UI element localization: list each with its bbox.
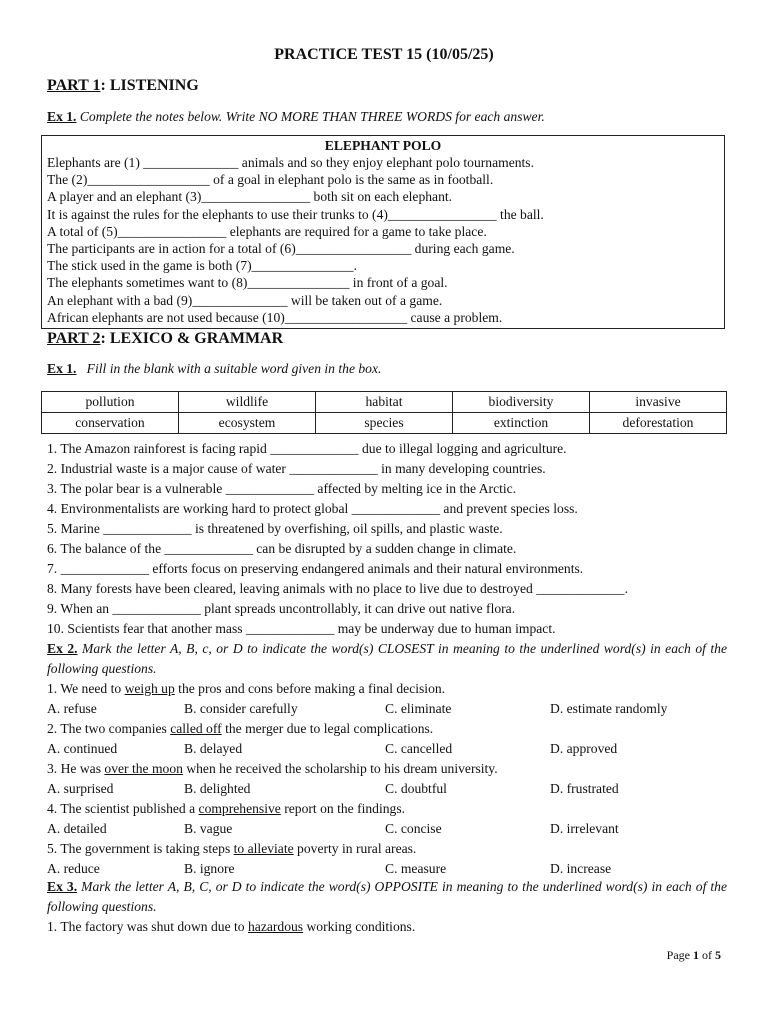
answer-option: B. vague: [184, 821, 233, 836]
question-item: 6. The balance of the _____________ can be disrupted by a sudden change in climate.: [47, 541, 517, 556]
word-cell: invasive: [590, 392, 727, 413]
question-item: 7. _____________ efforts focus on preserving endangered animals and their natural environments.: [47, 561, 584, 576]
question-list: [47, 439, 727, 639]
answer-option: D. estimate randomly: [550, 701, 668, 716]
ex-label: Ex 3.: [47, 879, 78, 894]
question-stem: [47, 917, 727, 937]
stem-text: 2. The two companies: [47, 721, 171, 736]
word-row: [42, 413, 727, 434]
of-label: of: [699, 948, 715, 962]
answer-option: A. surprised: [47, 781, 114, 796]
ex-label: Ex 2.: [47, 641, 78, 656]
note-line: An elephant with a bad (9)______________ will be taken out of a game.: [47, 292, 443, 308]
note-line: A total of (5)________________ elephants are required for a game to take place.: [47, 223, 487, 239]
part-title: : LISTENING: [100, 77, 199, 94]
question-item: 9. When an _____________ plant spreads uncontrollably, it can drive out native flora.: [47, 601, 516, 616]
word-cell: biodiversity: [453, 392, 590, 413]
word-cell: pollution: [42, 392, 179, 413]
test-title: PRACTICE TEST 15 (10/05/25): [274, 46, 494, 63]
note-line: The elephants sometimes want to (8)_______________ in front of a goal.: [47, 275, 448, 291]
part-label: PART 1: [47, 77, 101, 94]
question-stem: [47, 679, 727, 699]
stem-text: poverty in rural areas.: [293, 841, 417, 856]
question-item: 1. The Amazon rainforest is facing rapid _____________ due to illegal logging and agriculture.: [47, 441, 567, 456]
answer-option: B. delayed: [184, 741, 243, 756]
ex-label: Ex 1.: [47, 109, 77, 124]
notes-box: [41, 135, 725, 329]
note-line: Elephants are (1) ______________ animals and so they enjoy elephant polo tournaments.: [47, 155, 534, 170]
word-cell: habitat: [316, 392, 453, 413]
total-pages: 5: [715, 948, 721, 962]
underlined-word: called off: [170, 721, 222, 736]
stem-text: 1. We need to: [47, 681, 125, 696]
page-number: [667, 948, 721, 963]
part-title: : LEXICO & GRAMMAR: [100, 330, 284, 347]
answer-option: D. increase: [550, 861, 612, 876]
options-row: [47, 739, 727, 759]
options-row: [47, 779, 727, 799]
note-line: The (2)__________________ of a goal in elephant polo is the same as in football.: [47, 172, 494, 188]
question-item: 4. Environmentalists are working hard to protect global _____________ and prevent species loss.: [47, 501, 578, 516]
word-cell: conservation: [42, 413, 179, 434]
question-item: 3. The polar bear is a vulnerable _____________ affected by melting ice in the Arctic.: [47, 481, 517, 496]
stem-text: 5. The government is taking steps: [47, 841, 234, 856]
answer-option: A. continued: [47, 741, 118, 756]
answer-option: C. doubtful: [385, 781, 447, 796]
stem-text: 3. He was: [47, 761, 105, 776]
instruction-text: Mark the letter A, B, c, or D to indicate the word(s) CLOSEST in meaning to the underlined word(s) in each of the following questions.: [47, 641, 727, 676]
question-stem: [47, 839, 727, 859]
question-stem: [47, 719, 727, 739]
word-cell: extinction: [453, 413, 590, 434]
answer-option: D. irrelevant: [550, 821, 619, 836]
options-row: [47, 859, 727, 879]
question-item: 10. Scientists fear that another mass _____________ may be underway due to human impact.: [47, 621, 556, 636]
box-title: ELEPHANT POLO: [324, 138, 442, 153]
page-label: Page: [666, 948, 693, 962]
underlined-word: hazardous: [247, 919, 304, 934]
answer-option: A. refuse: [47, 701, 97, 716]
instruction-text: Complete the notes below. Write NO MORE THAN THREE WORDS for each answer.: [76, 109, 545, 124]
ex3-instruction: [47, 877, 727, 917]
question-stem: [47, 759, 727, 779]
ex3-section: [47, 877, 727, 937]
answer-option: C. cancelled: [385, 741, 453, 756]
underlined-word: to alleviate: [233, 841, 294, 856]
stem-text: 4. The scientist published a: [47, 801, 199, 816]
options-row: [47, 699, 727, 719]
note-line: The participants are in action for a total of (6)_________________ during each game.: [47, 241, 515, 257]
ex2-section: [47, 639, 727, 879]
ex-label: Ex 1.: [47, 361, 77, 376]
word-cell: deforestation: [590, 413, 727, 434]
stem-text: the pros and cons before making a final decision.: [174, 681, 446, 696]
ex2-instruction: [47, 639, 727, 679]
answer-option: D. approved: [550, 741, 618, 756]
underlined-word: comprehensive: [198, 801, 281, 816]
answer-option: A. detailed: [47, 821, 107, 836]
word-row: [42, 392, 727, 413]
answer-option: B. delighted: [184, 781, 251, 796]
current-page: 1: [693, 948, 699, 962]
question-item: 8. Many forests have been cleared, leaving animals with no place to live due to destroyed _____________.: [47, 581, 628, 596]
note-line: It is against the rules for the elephants to use their trunks to (4)________________ the ball.: [47, 206, 544, 222]
underlined-word: weigh up: [124, 681, 175, 696]
stem-text: when he received the scholarship to his dream university.: [182, 761, 498, 776]
word-cell: species: [316, 413, 453, 434]
question-stem: [47, 799, 727, 819]
answer-option: C. measure: [385, 861, 447, 876]
answer-option: B. ignore: [184, 861, 235, 876]
stem-text: 1. The factory was shut down due to: [47, 919, 248, 934]
note-line: The stick used in the game is both (7)_______________.: [47, 258, 357, 274]
stem-text: working conditions.: [303, 919, 416, 934]
word-cell: ecosystem: [179, 413, 316, 434]
word-cell: wildlife: [179, 392, 316, 413]
answer-option: D. frustrated: [550, 781, 619, 796]
answer-option: A. reduce: [47, 861, 100, 876]
word-box: [41, 391, 727, 434]
part1-heading: [47, 77, 199, 95]
stem-text: report on the findings.: [280, 801, 406, 816]
answer-option: C. eliminate: [385, 701, 452, 716]
part-label: PART 2: [47, 330, 101, 347]
instruction-text: Mark the letter A, B, C, or D to indicate the word(s) OPPOSITE in meaning to the underlined word(s) in each of the following questions.: [47, 879, 727, 914]
ex1-instruction: [47, 109, 721, 125]
question-item: 2. Industrial waste is a major cause of water _____________ in many developing countries.: [47, 461, 546, 476]
part2-heading: [47, 330, 283, 348]
note-line: A player and an elephant (3)________________ both sit on each elephant.: [47, 189, 453, 205]
underlined-word: over the moon: [104, 761, 183, 776]
options-row: [47, 819, 727, 839]
stem-text: the merger due to legal complications.: [221, 721, 434, 736]
answer-option: B. consider carefully: [184, 701, 298, 716]
ex1-instruction: [47, 361, 721, 377]
instruction-text: Fill in the blank with a suitable word given in the box.: [76, 361, 382, 376]
note-line: African elephants are not used because (10)__________________ cause a problem.: [47, 309, 503, 325]
question-item: 5. Marine _____________ is threatened by overfishing, oil spills, and plastic waste.: [47, 521, 503, 536]
answer-option: C. concise: [385, 821, 442, 836]
